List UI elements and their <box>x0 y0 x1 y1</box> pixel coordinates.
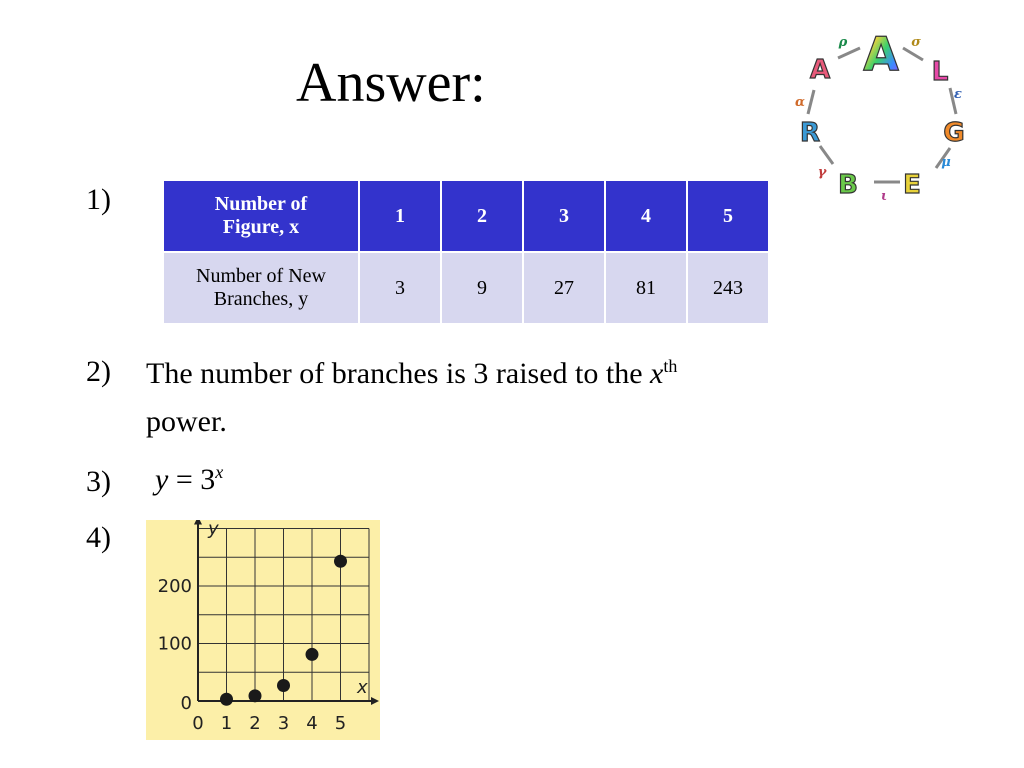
logo-letter: B <box>838 170 858 200</box>
x-tick-label: 3 <box>277 713 290 734</box>
slide-title: Answer: <box>296 52 486 114</box>
y-axis-label: y <box>208 520 219 540</box>
table-cell: 27 <box>523 252 605 324</box>
equation-exponent: x <box>215 462 224 482</box>
logo-greek: μ <box>941 155 951 170</box>
logo-greek: ρ <box>838 35 848 50</box>
logo-letter: A <box>809 55 831 85</box>
data-point <box>220 693 233 706</box>
x-tick-label: 5 <box>334 713 347 734</box>
x-tick-label: 4 <box>306 713 318 734</box>
data-point <box>306 648 319 661</box>
logo-letter: R <box>799 118 821 148</box>
answer-3-equation <box>155 456 223 504</box>
table-cell: 9 <box>441 252 523 324</box>
table-header-cell: 2 <box>441 180 523 252</box>
table-header-label-line2: Figure, x <box>222 216 300 238</box>
table-cell: 81 <box>605 252 687 324</box>
table-cell: 3 <box>359 252 441 324</box>
answer-2-text-main: The number of branches is 3 raised to the <box>146 357 651 390</box>
item-number-3: 3) <box>86 465 111 498</box>
y-tick-label: 0 <box>180 693 192 714</box>
logo-greek: ε <box>954 87 962 102</box>
table-row-label-line1: Number of New <box>196 265 326 287</box>
table-cell: 243 <box>687 252 769 324</box>
x-tick-label: 1 <box>220 713 233 734</box>
equation-rhs: = 3 <box>168 463 216 496</box>
table-header-cell: 1 <box>359 180 441 252</box>
item-number-4: 4) <box>86 521 111 554</box>
y-tick-label: 200 <box>157 576 192 597</box>
answer-2-variable: x <box>650 357 664 390</box>
logo-greek: γ <box>817 165 827 180</box>
logo-greek: α <box>794 95 806 110</box>
algebra-logo <box>778 18 988 214</box>
table-row-label <box>163 252 359 324</box>
answer-2-text-line2: power. <box>146 405 227 438</box>
y-tick-label: 100 <box>157 633 192 655</box>
table-row-label-line2: Branches, y <box>213 288 309 310</box>
logo-letter: G <box>943 118 965 148</box>
table-row <box>163 252 769 324</box>
table-header-row <box>163 180 769 252</box>
table-header-cell: 3 <box>523 180 605 252</box>
data-point <box>334 555 347 568</box>
table-header-label-line1: Number of <box>214 193 308 215</box>
logo-letter: L <box>931 57 949 87</box>
table-header-cell: 4 <box>605 180 687 252</box>
data-point <box>249 689 262 702</box>
logo-letter: A <box>863 27 899 81</box>
logo-greek: ι <box>880 189 888 204</box>
data-point <box>277 679 290 692</box>
item-number-1: 1) <box>86 183 111 216</box>
answer-table <box>162 179 770 325</box>
equation-y: y <box>155 463 169 496</box>
table-header-label <box>163 180 359 252</box>
answer-2-superscript: th <box>663 356 678 376</box>
table-header-cell: 5 <box>687 180 769 252</box>
x-axis-label: x <box>357 677 368 698</box>
x-tick-label: 0 <box>192 713 204 734</box>
x-tick-label: 2 <box>249 713 261 734</box>
logo-letter: E <box>903 170 921 200</box>
answer-2-text <box>146 350 906 446</box>
scatter-plot <box>146 520 380 740</box>
item-number-2: 2) <box>86 355 111 388</box>
logo-greek: σ <box>911 35 921 50</box>
